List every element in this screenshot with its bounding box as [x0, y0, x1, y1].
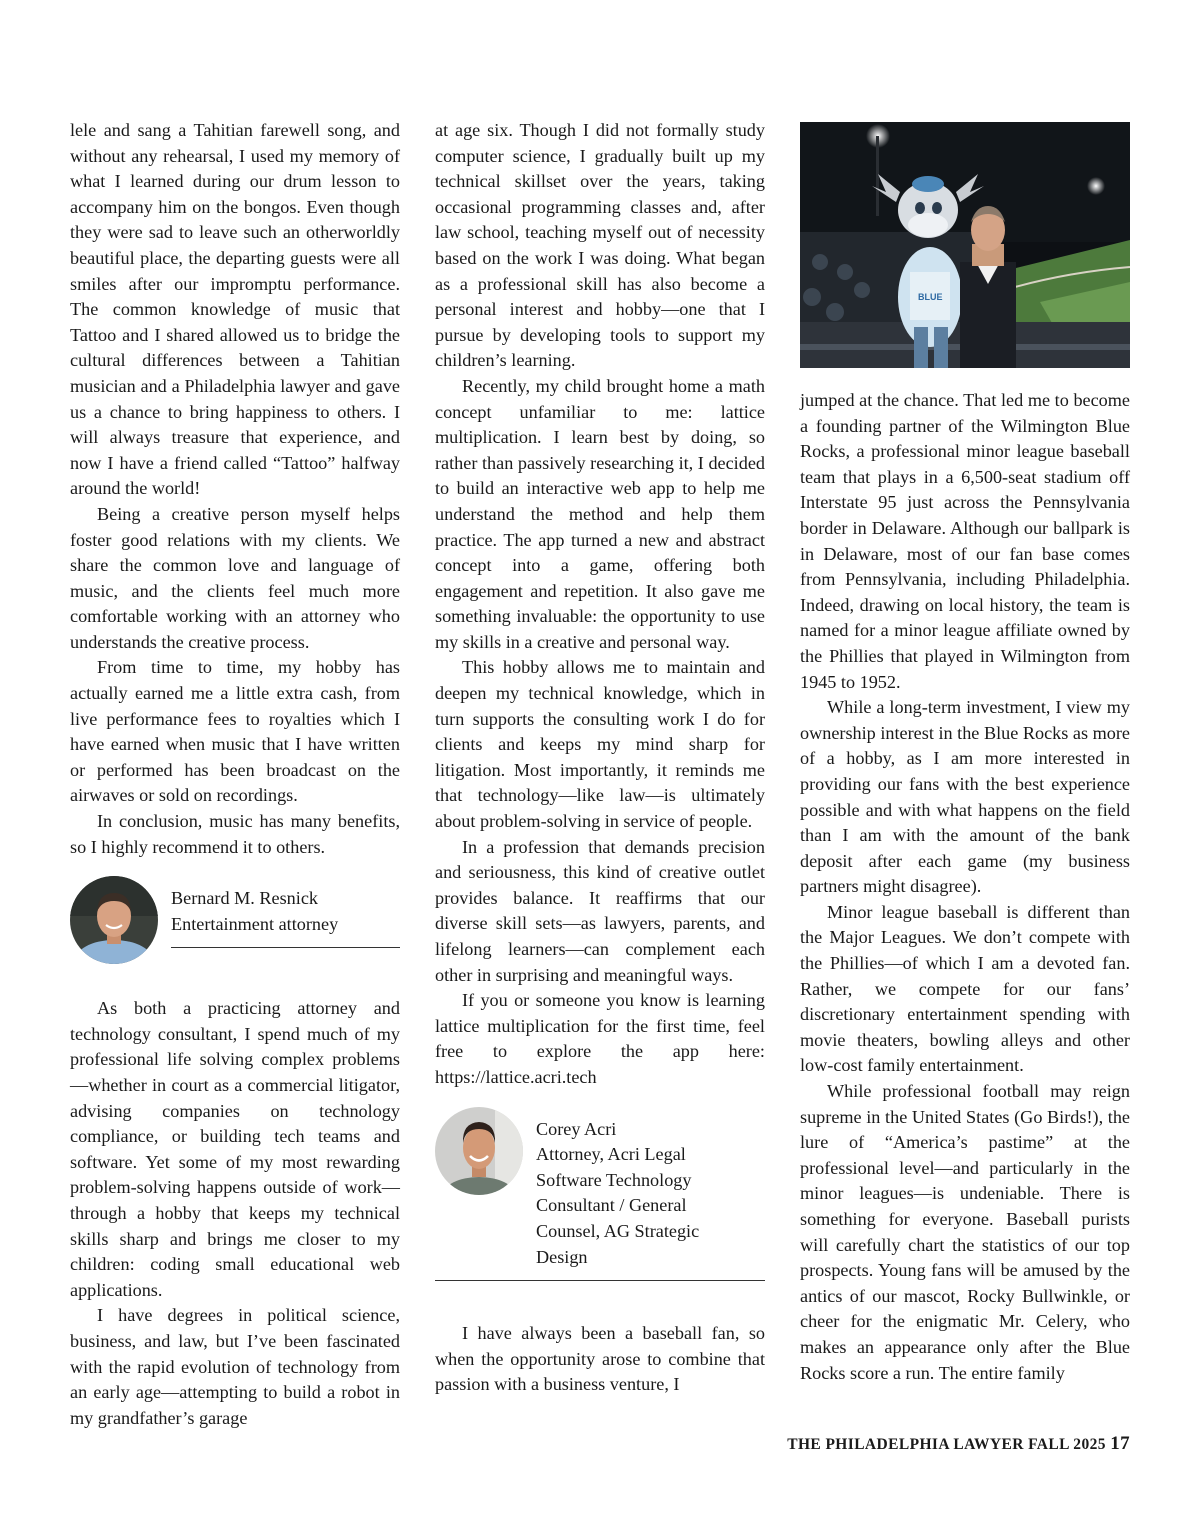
column-3	[800, 122, 1130, 1386]
author-name: Bernard M. Resnick	[171, 888, 318, 909]
column-1	[70, 118, 400, 1431]
bio-caption	[536, 1107, 765, 1271]
author-name: Corey Acri	[536, 1118, 617, 1139]
author-title-line: Software Technology	[536, 1169, 692, 1190]
paragraph: In conclusion, music has many benefits, so I highly recommend it to others.	[70, 811, 400, 857]
paragraph: at age six. Though I did not formally study computer science, I gradually built up my technical skillset over the years, taking occasional programming classes and, after law school, teaching myself out of necessity based on the work I was doing. What began as a professional skill has also become a personal interest and hobby—one that I pursue by developing tools to support my children’s learning.	[435, 120, 765, 371]
paragraph: While a long-term investment, I view my ownership interest in the Blue Rocks as more of a hobby, as I am more interested in providing our fans with the best experience possible and with what happens on the field than I am with the amount of the bank deposit after each game (my business partners might disagree).	[800, 697, 1130, 897]
paragraph: lele and sang a Tahitian farewell song, and without any rehearsal, I used my memory of what I learned during our drum lesson to accompany him on the bongos. Even though they were sad to leave such an otherworldly beautiful place, the departing guests were all smiles after our impromptu performance. The common knowledge of music that Tattoo and I shared allowed us to bridge the cultural differences between a Tahitian musician and a Philadelphia lawyer and gave us a chance to bring happiness to others. I will always treasure that experience, and now I have a friend called “Tattoo” halfway around the world!	[70, 120, 400, 499]
paragraph: From time to time, my hobby has actually earned me a little extra cash, from live performance fees to royalties which I have earned when music that I have written or performed has been broadcast on the airwaves or sold on recordings.	[70, 657, 400, 806]
bio-divider	[435, 1280, 765, 1281]
author-photo-resnick	[70, 876, 158, 964]
author-photo-acri	[435, 1107, 523, 1195]
paragraph: Recently, my child brought home a math concept unfamiliar to me: lattice multiplication. I learn best by doing, so rather than passively researching it, I decided to build an interactive web app to help me understand the method and help them practice. The app turned a new and abstract concept into a game, offering both engagement and repetition. It also gave me something invaluable: the opportunity to use my skills in a creative and personal way.	[435, 375, 765, 652]
publication-name: THE PHILADELPHIA LAWYER FALL 2025	[787, 1436, 1106, 1453]
page-footer	[787, 1433, 1130, 1455]
paragraph: This hobby allows me to maintain and deepen my technical knowledge, which in turn supports the consulting work I do for clients and keeps my mind sharp for litigation. Most importantly, it reminds me that technology—like law—is ultimately about problem-solving in service of people.	[435, 657, 765, 832]
author-bio-resnick	[70, 876, 400, 964]
author-title-line: Design	[536, 1246, 588, 1267]
author-title-line: Counsel, AG Strategic	[536, 1220, 700, 1241]
paragraph: jumped at the chance. That led me to become a founding partner of the Wilmington Blue Rocks, a professional minor league baseball team that plays in a 6,500-seat stadium off Interstate 95 just across the Pennsylvania border in Delaware. Although our ballpark is in Delaware, most of our fan base comes from Pennsylvania, including Philadelphia. Indeed, drawing on local history, the team is named for a minor league affiliate owned by the Phillies that played in Wilmington from 1945 to 1952.	[800, 390, 1130, 692]
author-title: Entertainment attorney	[171, 913, 339, 934]
paragraph: I have degrees in political science, business, and law, but I’ve been fascinated with the rapid evolution of technology from an early age—attempting to build a robot in my grandfather’s garage	[70, 1305, 400, 1428]
svg-text:BLUE: BLUE	[918, 292, 943, 302]
author-bio-acri	[435, 1107, 765, 1271]
bio-caption	[171, 876, 400, 948]
author-title-line: Attorney, Acri Legal	[536, 1144, 686, 1165]
paragraph: Minor league baseball is different than the Major Leagues. We don’t compete with the Phillies—of which I am a devoted fan. Rather, we compete for our fans’ discretionary entertainment spending with movie theaters, bowling alleys and other low-cost family entertainment.	[800, 901, 1130, 1076]
paragraph: Being a creative person myself helps foster good relations with my clients. We share the common love and language of music, and the clients feel much more comfortable working with an attorney who understands the creative process.	[70, 503, 400, 652]
paragraph: In a profession that demands precision and seriousness, this kind of creative outlet provides balance. It reaffirms that our diverse skill sets—as lawyers, parents, and lifelong learners—can complement each other in surprising and meaningful ways.	[435, 836, 765, 985]
column-2	[435, 118, 765, 1398]
paragraph: As both a practicing attorney and technology consultant, I spend much of my professional life solving complex problems—whether in court as a commercial litigator, advising companies on technology compliance, or building tech teams and software. Yet some of my most rewarding problem-solving happens outside of work—through a hobby that keeps my technical skills sharp and brings me closer to my children: coding small educational web applications.	[70, 998, 400, 1300]
paragraph: If you or someone you know is learning lattice multiplication for the first time, feel free to explore the app here: https://lattice.acri.tech	[435, 990, 765, 1087]
author-title-line: Consultant / General	[536, 1195, 687, 1216]
stadium-photo	[800, 122, 1130, 368]
paragraph: While professional football may reign supreme in the United States (Go Birds!), the lure of “America’s pastime” at the professional level—and particularly in the minor leagues—is undeniable. There is something for everyone. Baseball purists will carefully chart the statistics of our top prospects. Young fans will be amused by the antics of our mascot, Rocky Bullwinkle, or cheer for the enigmatic Mr. Celery, who makes an appearance only after the Blue Rocks score a run. The entire family	[800, 1081, 1130, 1383]
paragraph: I have always been a baseball fan, so when the opportunity arose to combine that passion with a business venture, I	[435, 1323, 765, 1395]
page-number: 17	[1110, 1433, 1130, 1454]
